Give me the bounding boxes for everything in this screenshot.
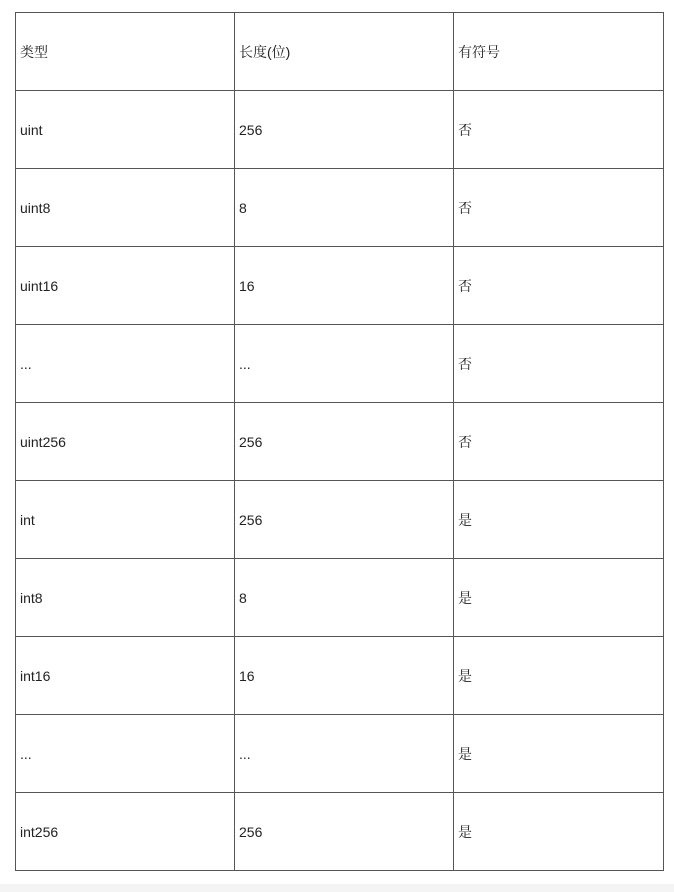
cell-signed: 否: [454, 169, 664, 247]
cell-type: uint256: [16, 403, 235, 481]
cell-length: 16: [235, 637, 454, 715]
cell-type: int16: [16, 637, 235, 715]
cell-signed: 是: [454, 559, 664, 637]
cell-type: int8: [16, 559, 235, 637]
table-row: [16, 559, 664, 637]
cell-type: uint8: [16, 169, 235, 247]
table-header-row: [16, 13, 664, 91]
cell-signed: 是: [454, 481, 664, 559]
table-row: [16, 715, 664, 793]
cell-length: 8: [235, 559, 454, 637]
header-cell-type: 类型: [16, 13, 235, 91]
cell-signed: 是: [454, 715, 664, 793]
table-row: [16, 481, 664, 559]
cell-length: 8: [235, 169, 454, 247]
cell-type: ...: [16, 715, 235, 793]
cell-signed: 否: [454, 247, 664, 325]
table-row: [16, 91, 664, 169]
cell-length: 256: [235, 91, 454, 169]
table-row: [16, 169, 664, 247]
cell-length: 256: [235, 793, 454, 871]
integer-types-table: [15, 12, 664, 871]
cell-type: uint16: [16, 247, 235, 325]
cell-type: int256: [16, 793, 235, 871]
cell-length: 256: [235, 403, 454, 481]
cell-signed: 否: [454, 403, 664, 481]
table-row: [16, 637, 664, 715]
table-row: [16, 325, 664, 403]
cell-signed: 否: [454, 325, 664, 403]
cell-type: uint: [16, 91, 235, 169]
cell-signed: 否: [454, 91, 664, 169]
cell-type: ...: [16, 325, 235, 403]
bottom-strip: [0, 884, 674, 892]
cell-length: ...: [235, 325, 454, 403]
cell-signed: 是: [454, 793, 664, 871]
table-row: [16, 403, 664, 481]
cell-length: 256: [235, 481, 454, 559]
cell-signed: 是: [454, 637, 664, 715]
header-cell-length: 长度(位): [235, 13, 454, 91]
cell-length: ...: [235, 715, 454, 793]
table-row: [16, 247, 664, 325]
cell-length: 16: [235, 247, 454, 325]
table-container: [15, 12, 663, 871]
table-row: [16, 793, 664, 871]
header-cell-signed: 有符号: [454, 13, 664, 91]
cell-type: int: [16, 481, 235, 559]
